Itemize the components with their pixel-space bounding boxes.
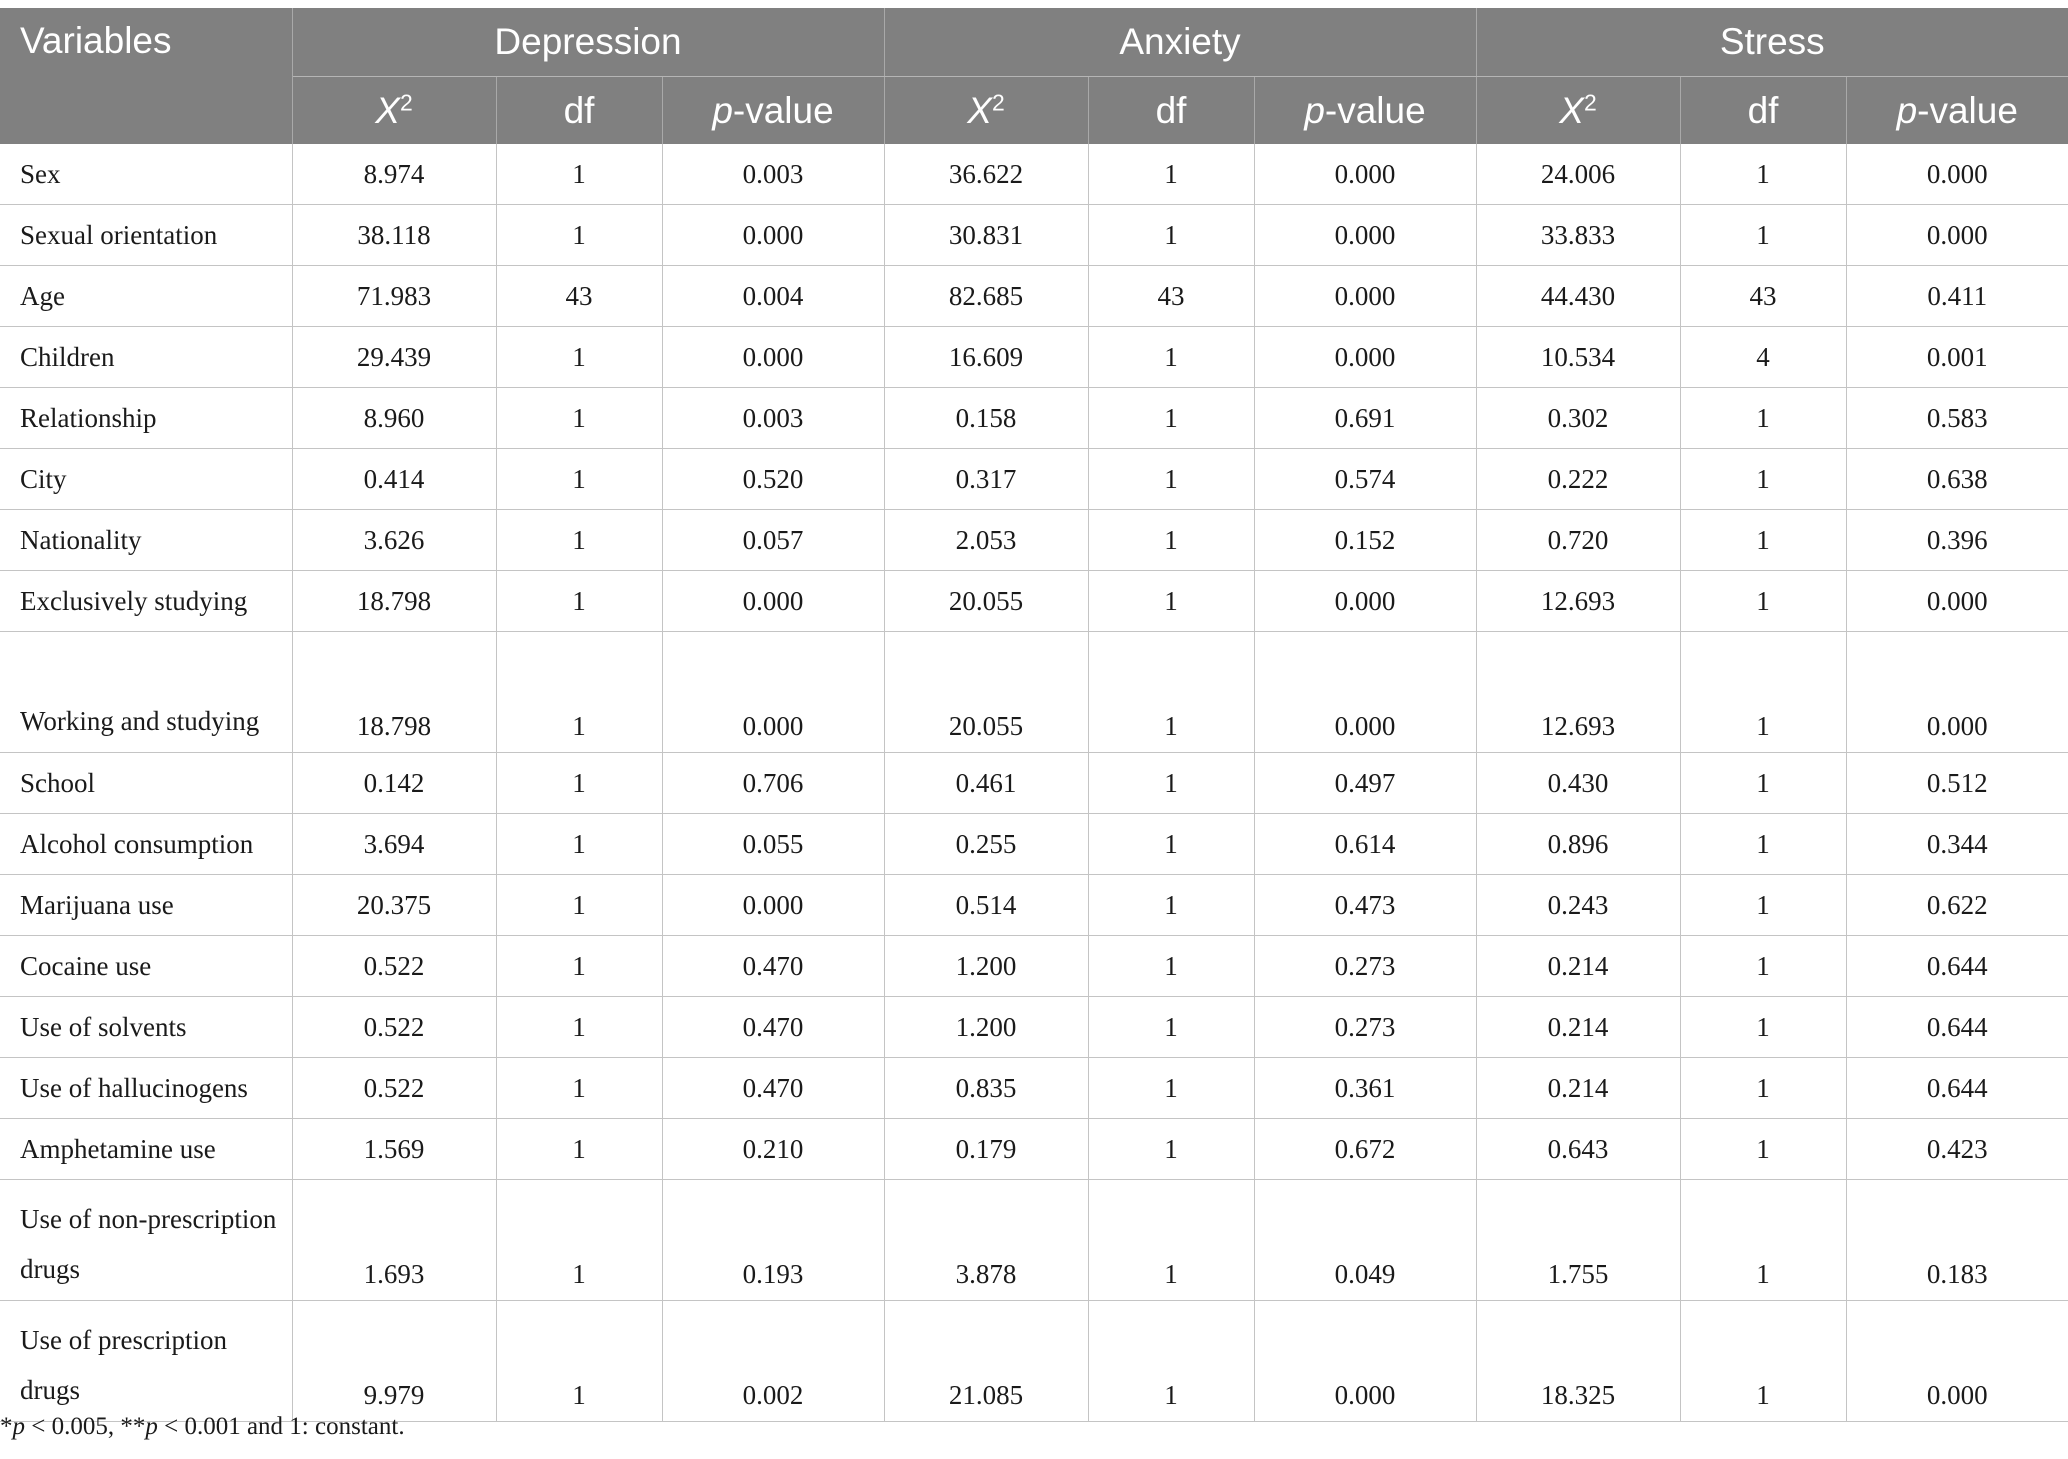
table-body [0,144,2068,1422]
table-row [0,875,2068,936]
depression-p-value-cell: 0.470 [662,1058,884,1119]
depression-chi-square-cell: 0.522 [292,997,496,1058]
stress-p-value-cell: 0.622 [1846,875,2068,936]
anxiety-p-value-cell: 0.049 [1254,1180,1476,1301]
stress-df-cell: 1 [1680,1301,1846,1422]
depression-chi-square-cell: 20.375 [292,875,496,936]
depression-df-cell: 1 [496,1180,662,1301]
depression-df-cell: 1 [496,936,662,997]
table-row [0,1301,2068,1422]
depression-p-value-cell: 0.210 [662,1119,884,1180]
anxiety-chi-square-cell: 1.200 [884,936,1088,997]
stress-p-value-cell: 0.644 [1846,997,2068,1058]
anxiety-chi-square-cell: 3.878 [884,1180,1088,1301]
depression-df-cell: 1 [496,144,662,205]
stress-df-cell: 1 [1680,753,1846,814]
stress-df-cell: 1 [1680,1119,1846,1180]
stress-group-header: Stress [1476,8,2068,77]
anxiety-df-cell: 1 [1088,936,1254,997]
stress-df-cell: 1 [1680,571,1846,632]
depression-p-value-cell: 0.003 [662,388,884,449]
depression-df-cell: 1 [496,510,662,571]
depression-chi-square-cell: 0.142 [292,753,496,814]
depression-df-cell: 1 [496,327,662,388]
anxiety-chi-square-cell: 0.179 [884,1119,1088,1180]
table-row [0,936,2068,997]
anxiety-df-cell: 1 [1088,1119,1254,1180]
anxiety-p-value-cell: 0.672 [1254,1119,1476,1180]
depression-df-cell: 1 [496,1301,662,1422]
depression-group-header: Depression [292,8,884,77]
depression-chi-square-cell: 0.522 [292,1058,496,1119]
anxiety-df-cell: 1 [1088,1180,1254,1301]
depression-df-cell: 1 [496,997,662,1058]
footnote-p2: p [145,1413,158,1440]
anxiety-chi-square-cell: 0.158 [884,388,1088,449]
chi-letter: X [1559,89,1584,131]
variable-name-cell: Nationality [0,510,292,571]
stress-p-value-header [1846,77,2068,145]
variable-name-cell: Amphetamine use [0,1119,292,1180]
stress-df-cell: 1 [1680,936,1846,997]
anxiety-p-value-cell: 0.614 [1254,814,1476,875]
stress-chi-square-cell: 0.222 [1476,449,1680,510]
table-row [0,632,2068,753]
anxiety-df-cell: 1 [1088,1301,1254,1422]
stress-p-value-cell: 0.000 [1846,144,2068,205]
anxiety-chi-square-cell: 1.200 [884,997,1088,1058]
depression-chi-square-cell: 0.522 [292,936,496,997]
table-row [0,814,2068,875]
chi-square-table [0,8,2068,1422]
table-row [0,753,2068,814]
anxiety-df-cell: 43 [1088,266,1254,327]
footnote-p1: p [12,1413,25,1440]
depression-chi-square-cell: 18.798 [292,571,496,632]
table-row [0,388,2068,449]
chi-power: 2 [399,88,413,115]
p-letter: p [1304,89,1325,131]
depression-chi-square-cell: 38.118 [292,205,496,266]
results-table-container [0,8,2068,1422]
anxiety-df-cell: 1 [1088,205,1254,266]
variable-name-cell: Alcohol consumption [0,814,292,875]
variables-header: Variables [0,8,292,144]
anxiety-p-value-cell: 0.691 [1254,388,1476,449]
depression-chi-square-cell: 8.974 [292,144,496,205]
anxiety-df-cell: 1 [1088,753,1254,814]
depression-chi-square-cell: 3.626 [292,510,496,571]
stress-df-cell: 4 [1680,327,1846,388]
depression-chi-square-cell: 8.960 [292,388,496,449]
stress-df-cell: 1 [1680,814,1846,875]
anxiety-df-cell: 1 [1088,327,1254,388]
anxiety-p-value-header [1254,77,1476,145]
depression-chi-square-cell: 1.693 [292,1180,496,1301]
depression-chi-square-header [292,77,496,145]
anxiety-chi-square-cell: 21.085 [884,1301,1088,1422]
stress-chi-square-cell: 33.833 [1476,205,1680,266]
anxiety-p-value-cell: 0.000 [1254,1301,1476,1422]
anxiety-df-cell: 1 [1088,997,1254,1058]
chi-letter: X [375,89,400,131]
stress-p-value-cell: 0.512 [1846,753,2068,814]
stress-chi-square-cell: 0.302 [1476,388,1680,449]
depression-p-value-cell: 0.002 [662,1301,884,1422]
stress-p-value-cell: 0.583 [1846,388,2068,449]
anxiety-p-value-cell: 0.000 [1254,266,1476,327]
depression-chi-square-cell: 18.798 [292,632,496,753]
depression-p-value-cell: 0.520 [662,449,884,510]
variable-name-cell: Cocaine use [0,936,292,997]
depression-df-cell: 1 [496,571,662,632]
stress-df-cell: 1 [1680,388,1846,449]
stress-p-value-cell: 0.000 [1846,571,2068,632]
depression-p-value-cell: 0.055 [662,814,884,875]
anxiety-chi-square-cell: 2.053 [884,510,1088,571]
anxiety-p-value-cell: 0.273 [1254,936,1476,997]
header-group-row [0,8,2068,77]
variable-name-cell: School [0,753,292,814]
stress-df-cell: 1 [1680,449,1846,510]
anxiety-df-cell: 1 [1088,875,1254,936]
anxiety-group-header: Anxiety [884,8,1476,77]
table-row [0,1119,2068,1180]
anxiety-df-cell: 1 [1088,510,1254,571]
variable-name-cell: Children [0,327,292,388]
anxiety-df-cell: 1 [1088,814,1254,875]
stress-chi-square-cell: 44.430 [1476,266,1680,327]
stress-chi-square-cell: 0.643 [1476,1119,1680,1180]
stress-p-value-cell: 0.423 [1846,1119,2068,1180]
stress-df-cell: 1 [1680,144,1846,205]
variable-name-cell: Use of solvents [0,997,292,1058]
p-suffix: -value [732,89,834,131]
depression-p-value-cell: 0.000 [662,205,884,266]
anxiety-chi-square-cell: 0.461 [884,753,1088,814]
footnote-text2: < 0.001 and 1: constant. [157,1413,405,1440]
anxiety-p-value-cell: 0.000 [1254,205,1476,266]
anxiety-df-cell: 1 [1088,1058,1254,1119]
anxiety-chi-square-cell: 0.255 [884,814,1088,875]
depression-p-value-cell: 0.003 [662,144,884,205]
anxiety-chi-square-header [884,77,1088,145]
stress-p-value-cell: 0.396 [1846,510,2068,571]
table-row [0,449,2068,510]
stress-p-value-cell: 0.000 [1846,632,2068,753]
stress-df-cell: 1 [1680,997,1846,1058]
stress-chi-square-cell: 0.214 [1476,997,1680,1058]
stress-df-cell: 1 [1680,632,1846,753]
anxiety-p-value-cell: 0.000 [1254,571,1476,632]
anxiety-p-value-cell: 0.473 [1254,875,1476,936]
stress-df-header: df [1680,77,1846,145]
stress-chi-square-cell: 18.325 [1476,1301,1680,1422]
anxiety-df-header: df [1088,77,1254,145]
depression-p-value-cell: 0.193 [662,1180,884,1301]
table-row [0,997,2068,1058]
depression-df-cell: 1 [496,388,662,449]
variable-name-cell: Use of prescription drugs [0,1301,292,1422]
p-suffix: -value [1324,89,1426,131]
depression-df-cell: 1 [496,753,662,814]
depression-df-cell: 1 [496,632,662,753]
table-row [0,1180,2068,1301]
variable-name-cell: Working and studying [0,632,292,753]
anxiety-p-value-cell: 0.152 [1254,510,1476,571]
depression-df-cell: 1 [496,1119,662,1180]
table-row [0,1058,2068,1119]
stress-df-cell: 1 [1680,875,1846,936]
table-footnote [0,1413,405,1441]
stress-chi-square-cell: 0.896 [1476,814,1680,875]
stress-p-value-cell: 0.000 [1846,205,2068,266]
depression-p-value-cell: 0.057 [662,510,884,571]
anxiety-chi-square-cell: 0.835 [884,1058,1088,1119]
variable-name-cell: Exclusively studying [0,571,292,632]
depression-chi-square-cell: 3.694 [292,814,496,875]
stress-p-value-cell: 0.644 [1846,936,2068,997]
p-letter: p [712,89,733,131]
depression-df-cell: 43 [496,266,662,327]
stress-chi-square-cell: 12.693 [1476,571,1680,632]
depression-p-value-cell: 0.706 [662,753,884,814]
stress-chi-square-cell: 0.430 [1476,753,1680,814]
stress-chi-square-cell: 0.720 [1476,510,1680,571]
variable-name-cell: Sex [0,144,292,205]
stress-chi-square-cell: 24.006 [1476,144,1680,205]
stress-df-cell: 1 [1680,205,1846,266]
anxiety-chi-square-cell: 0.514 [884,875,1088,936]
anxiety-p-value-cell: 0.000 [1254,327,1476,388]
variable-name-cell: City [0,449,292,510]
depression-df-cell: 1 [496,1058,662,1119]
anxiety-chi-square-cell: 36.622 [884,144,1088,205]
stress-chi-square-cell: 0.243 [1476,875,1680,936]
stress-df-cell: 43 [1680,266,1846,327]
variable-name-cell: Use of hallucinogens [0,1058,292,1119]
p-suffix: -value [1917,89,2018,131]
anxiety-chi-square-cell: 30.831 [884,205,1088,266]
chi-power: 2 [991,88,1005,115]
depression-p-value-cell: 0.470 [662,997,884,1058]
stress-p-value-cell: 0.183 [1846,1180,2068,1301]
depression-chi-square-cell: 1.569 [292,1119,496,1180]
anxiety-chi-square-cell: 82.685 [884,266,1088,327]
anxiety-df-cell: 1 [1088,632,1254,753]
anxiety-df-cell: 1 [1088,571,1254,632]
depression-chi-square-cell: 9.979 [292,1301,496,1422]
stress-p-value-cell: 0.000 [1846,1301,2068,1422]
stress-p-value-cell: 0.344 [1846,814,2068,875]
variable-name-cell: Use of non-prescription drugs [0,1180,292,1301]
anxiety-p-value-cell: 0.000 [1254,632,1476,753]
anxiety-chi-square-cell: 20.055 [884,571,1088,632]
depression-df-cell: 1 [496,814,662,875]
depression-chi-square-cell: 71.983 [292,266,496,327]
stress-df-cell: 1 [1680,1180,1846,1301]
depression-chi-square-cell: 0.414 [292,449,496,510]
depression-p-value-cell: 0.000 [662,632,884,753]
stress-chi-square-cell: 1.755 [1476,1180,1680,1301]
header-sub-row [0,77,2068,145]
depression-df-cell: 1 [496,875,662,936]
table-row [0,205,2068,266]
depression-p-value-header [662,77,884,145]
stress-chi-square-cell: 10.534 [1476,327,1680,388]
anxiety-chi-square-cell: 20.055 [884,632,1088,753]
table-row [0,266,2068,327]
depression-p-value-cell: 0.004 [662,266,884,327]
chi-power: 2 [1583,88,1597,115]
stress-p-value-cell: 0.644 [1846,1058,2068,1119]
table-row [0,571,2068,632]
stress-df-cell: 1 [1680,510,1846,571]
anxiety-p-value-cell: 0.574 [1254,449,1476,510]
variable-name-cell: Marijuana use [0,875,292,936]
depression-df-cell: 1 [496,205,662,266]
stress-chi-square-header [1476,77,1680,145]
depression-p-value-cell: 0.000 [662,327,884,388]
anxiety-p-value-cell: 0.000 [1254,144,1476,205]
anxiety-chi-square-cell: 0.317 [884,449,1088,510]
stress-chi-square-cell: 12.693 [1476,632,1680,753]
variable-name-cell: Age [0,266,292,327]
anxiety-df-cell: 1 [1088,144,1254,205]
depression-p-value-cell: 0.470 [662,936,884,997]
depression-p-value-cell: 0.000 [662,571,884,632]
variable-name-cell: Sexual orientation [0,205,292,266]
chi-letter: X [967,89,992,131]
footnote-star: * [0,1413,13,1440]
depression-df-header: df [496,77,662,145]
table-header [0,8,2068,144]
depression-p-value-cell: 0.000 [662,875,884,936]
table-row [0,327,2068,388]
depression-chi-square-cell: 29.439 [292,327,496,388]
footnote-text1: < 0.005, ** [25,1413,146,1440]
variable-name-cell: Relationship [0,388,292,449]
stress-chi-square-cell: 0.214 [1476,936,1680,997]
table-row [0,510,2068,571]
anxiety-df-cell: 1 [1088,449,1254,510]
stress-p-value-cell: 0.638 [1846,449,2068,510]
anxiety-p-value-cell: 0.361 [1254,1058,1476,1119]
stress-df-cell: 1 [1680,1058,1846,1119]
anxiety-chi-square-cell: 16.609 [884,327,1088,388]
stress-p-value-cell: 0.001 [1846,327,2068,388]
table-row [0,144,2068,205]
anxiety-p-value-cell: 0.273 [1254,997,1476,1058]
depression-df-cell: 1 [496,449,662,510]
anxiety-p-value-cell: 0.497 [1254,753,1476,814]
anxiety-df-cell: 1 [1088,388,1254,449]
stress-chi-square-cell: 0.214 [1476,1058,1680,1119]
p-letter: p [1896,89,1918,131]
stress-p-value-cell: 0.411 [1846,266,2068,327]
